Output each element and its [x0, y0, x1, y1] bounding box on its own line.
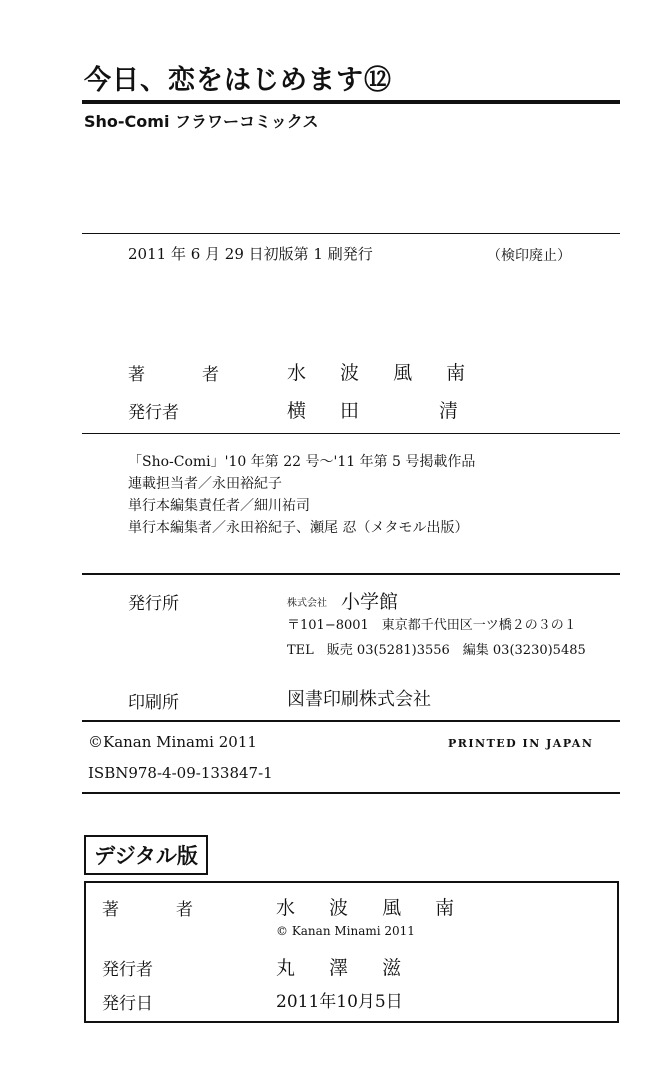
publication-date: 2011 年 6 月 29 日初版第 1 刷発行 [128, 245, 373, 263]
publisher-label: 発行者 [128, 403, 179, 423]
publisher-name: 横 田 清 [287, 400, 473, 422]
publisher-company-label: 発行所 [128, 594, 179, 614]
isbn: ISBN978-4-09-133847-1 [88, 764, 273, 782]
divider-serialization [82, 573, 620, 575]
serialization-line: 単行本編集者／永田裕紀子、瀬尾 忍（メタモル出版） [128, 520, 469, 536]
digital-edition-badge: デジタル版 [84, 835, 208, 875]
divider-printer [82, 720, 620, 722]
copyright: ©Kanan Minami 2011 [88, 733, 257, 751]
printer-label: 印刷所 [128, 693, 179, 713]
stamp-note: （検印廃止） [487, 248, 571, 264]
company-name: 小学館 [341, 591, 399, 613]
company-prefix: 株式会社 [287, 598, 327, 609]
digital-author-label: 著 者 [102, 900, 213, 920]
company-address: 〒101−8001 東京都千代田区一ツ橋２の３の１ [287, 618, 577, 633]
digital-date-label: 発行日 [102, 994, 153, 1014]
series-name: Sho-Comi フラワーコミックス [84, 112, 319, 131]
serialization-line: 単行本編集責任者／細川祐司 [128, 498, 310, 514]
serialization-line: 連載担当者／永田裕紀子 [128, 476, 282, 492]
printed-in-japan: PRINTED IN JAPAN [448, 737, 594, 750]
divider-bottom [82, 792, 620, 794]
digital-author-name: 水 波 風 南 [276, 897, 469, 919]
company-tel: TEL 販売 03(5281)3556 編集 03(3230)5485 [287, 643, 586, 658]
digital-publisher-label: 発行者 [102, 960, 153, 980]
serialization-line: 「Sho-Comi」'10 年第 22 号〜'11 年第 5 号掲載作品 [128, 454, 476, 470]
digital-date-value: 2011年10月5日 [276, 992, 403, 1012]
digital-edition-table [84, 881, 619, 1023]
divider-credits [82, 433, 620, 434]
author-label: 著 者 [128, 365, 239, 385]
title-rule [82, 100, 620, 104]
digital-copyright: © Kanan Minami 2011 [276, 924, 415, 938]
author-name: 水 波 風 南 [287, 362, 480, 384]
book-title: 今日、恋をはじめます⑫ [84, 65, 392, 96]
divider-top [82, 233, 620, 234]
digital-publisher-name: 丸 澤 滋 [276, 957, 416, 979]
printer-name: 図書印刷株式会社 [287, 689, 431, 710]
